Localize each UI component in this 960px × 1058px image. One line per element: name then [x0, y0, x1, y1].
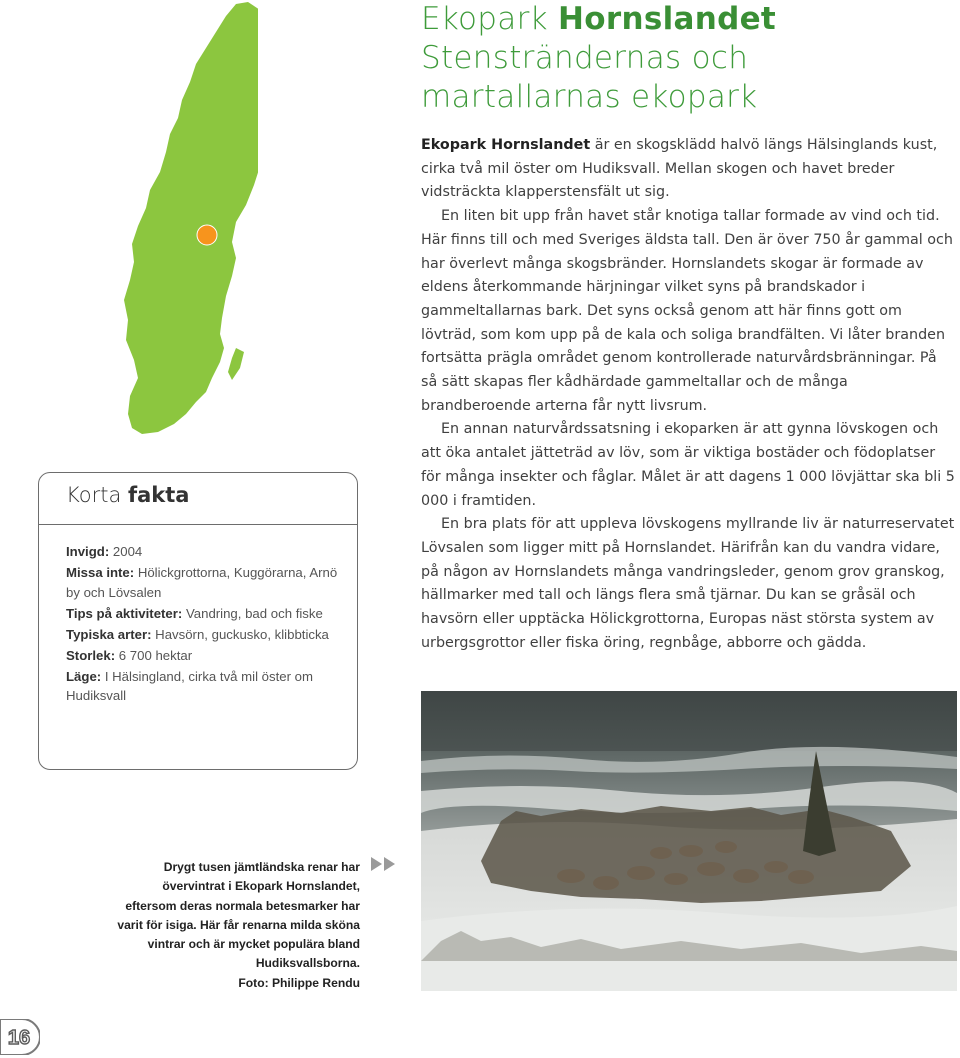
fact-invigd — [66, 542, 341, 562]
page-number-text: 16 — [7, 1027, 31, 1049]
facts-divider — [39, 524, 357, 525]
fact-label: Tips på aktiviteter: — [66, 605, 183, 621]
fact-value: Hölickgrottorna, Kuggörarna, Arnö by och Lövsalen — [66, 565, 338, 600]
title-light: Ekopark — [421, 1, 559, 37]
fact-label: Missa inte: — [66, 565, 135, 580]
paragraph-3: En annan naturvårdssatsning i ekoparken är att gynna lövskogen och att öka antalet jätteträd av löv, som är viktiga bostäder och födoplatser för många insekter och fåglar. Målet är att dagens 1 000 lövjättar ska bli 5 000 i framtiden. — [421, 421, 955, 509]
fact-label: Invigd: — [66, 544, 110, 559]
facts-box — [38, 472, 358, 770]
paragraph-1-text: är en skogsklädd halvö längs Hälsinglands kust, cirka två mil öster om Hudiksvall. Mellan skogen och havet breder vidsträckta klapperstensfält ut sig. — [421, 137, 938, 201]
title-line-2: Stensträndernas och — [421, 40, 749, 76]
lead-text: Ekopark Hornslandet — [421, 137, 591, 153]
facts-heading-light: Korta — [66, 483, 128, 507]
sweden-map — [118, 0, 258, 436]
page-number — [0, 1019, 40, 1055]
photo-caption: Drygt tusen jämtländska renar har övervintrat i Ekopark Hornslandet, eftersom deras normala betesmarker har varit för isiga. Här får renarna milda sköna vintrar och är mycket populära bland Hudiksvallsborna. — [117, 860, 360, 971]
fact-value: 6 700 hektar — [115, 647, 193, 663]
fact-storlek — [66, 646, 341, 666]
paragraph-2: En liten bit upp från havet står knotiga tallar formade av vind och tid. Här finns till och med Sveriges äldsta tall. Den är över 750 år gammal och har överlevt många skogsbränder. Hornslandets skogar är formade av eldens återkommande härjningar vilket syns på brandskador i gammeltallarnas bark. Det syns också genom att här finns gott om lövträd, som kom upp på de kala och soliga brandfälten. Vi låter branden fortsätta prägla området genom kontrollerade naturvårdsbränningar. På så sätt skapas fler kådhärdade gammeltallar och de många brandberoende arterna får nytt livsrum. — [421, 208, 953, 414]
fact-value: Vandring, bad och fiske — [182, 605, 323, 621]
facts-heading — [66, 483, 189, 507]
location-marker-icon — [197, 225, 217, 245]
fact-value: I Hälsingland, cirka två mil öster om Hudiksvall — [66, 668, 313, 703]
article-body — [421, 134, 956, 655]
fact-value: Havsörn, guckusko, klibbticka — [151, 626, 329, 642]
fact-label: Storlek: — [66, 647, 116, 663]
paragraph-1 — [421, 134, 956, 205]
photo-credit: Foto: Philippe Rendu — [238, 976, 360, 990]
page-title — [421, 0, 951, 117]
paragraph-4: En bra plats för att uppleva lövskogens myllrande liv är naturreservatet Lövsalen som ligger mitt på Hornslandet. Härifrån kan du vandra vidare, på någon av Hornslandets många vandringsleder, genom grov granskog, hällmarker med tall och längs flera små tjärnar. Du kan se gråsäl och havsörn eller upptäcka Hölickgrottorna, Europas näst största system av urbergsgrottor eller fiska öring, regnbåge, abborre och gädda. — [421, 516, 955, 651]
title-line-1 — [421, 0, 951, 39]
fact-value: 2004 — [109, 544, 143, 559]
gotland-shape — [228, 348, 244, 380]
facts-list — [66, 542, 341, 707]
fact-missa-inte — [66, 563, 341, 602]
fact-label: Läge: — [66, 668, 102, 684]
facts-heading-bold: fakta — [128, 483, 190, 507]
title-bold: Hornslandet — [558, 1, 777, 37]
double-triangle-right-icon — [371, 857, 397, 871]
reindeer-photo — [421, 691, 957, 991]
fact-lage — [66, 667, 341, 706]
fact-typiska-arter — [66, 625, 341, 645]
fact-label: Typiska arter: — [66, 626, 152, 642]
fact-tips — [66, 604, 341, 624]
title-line-3: martallarnas ekopark — [421, 79, 758, 115]
